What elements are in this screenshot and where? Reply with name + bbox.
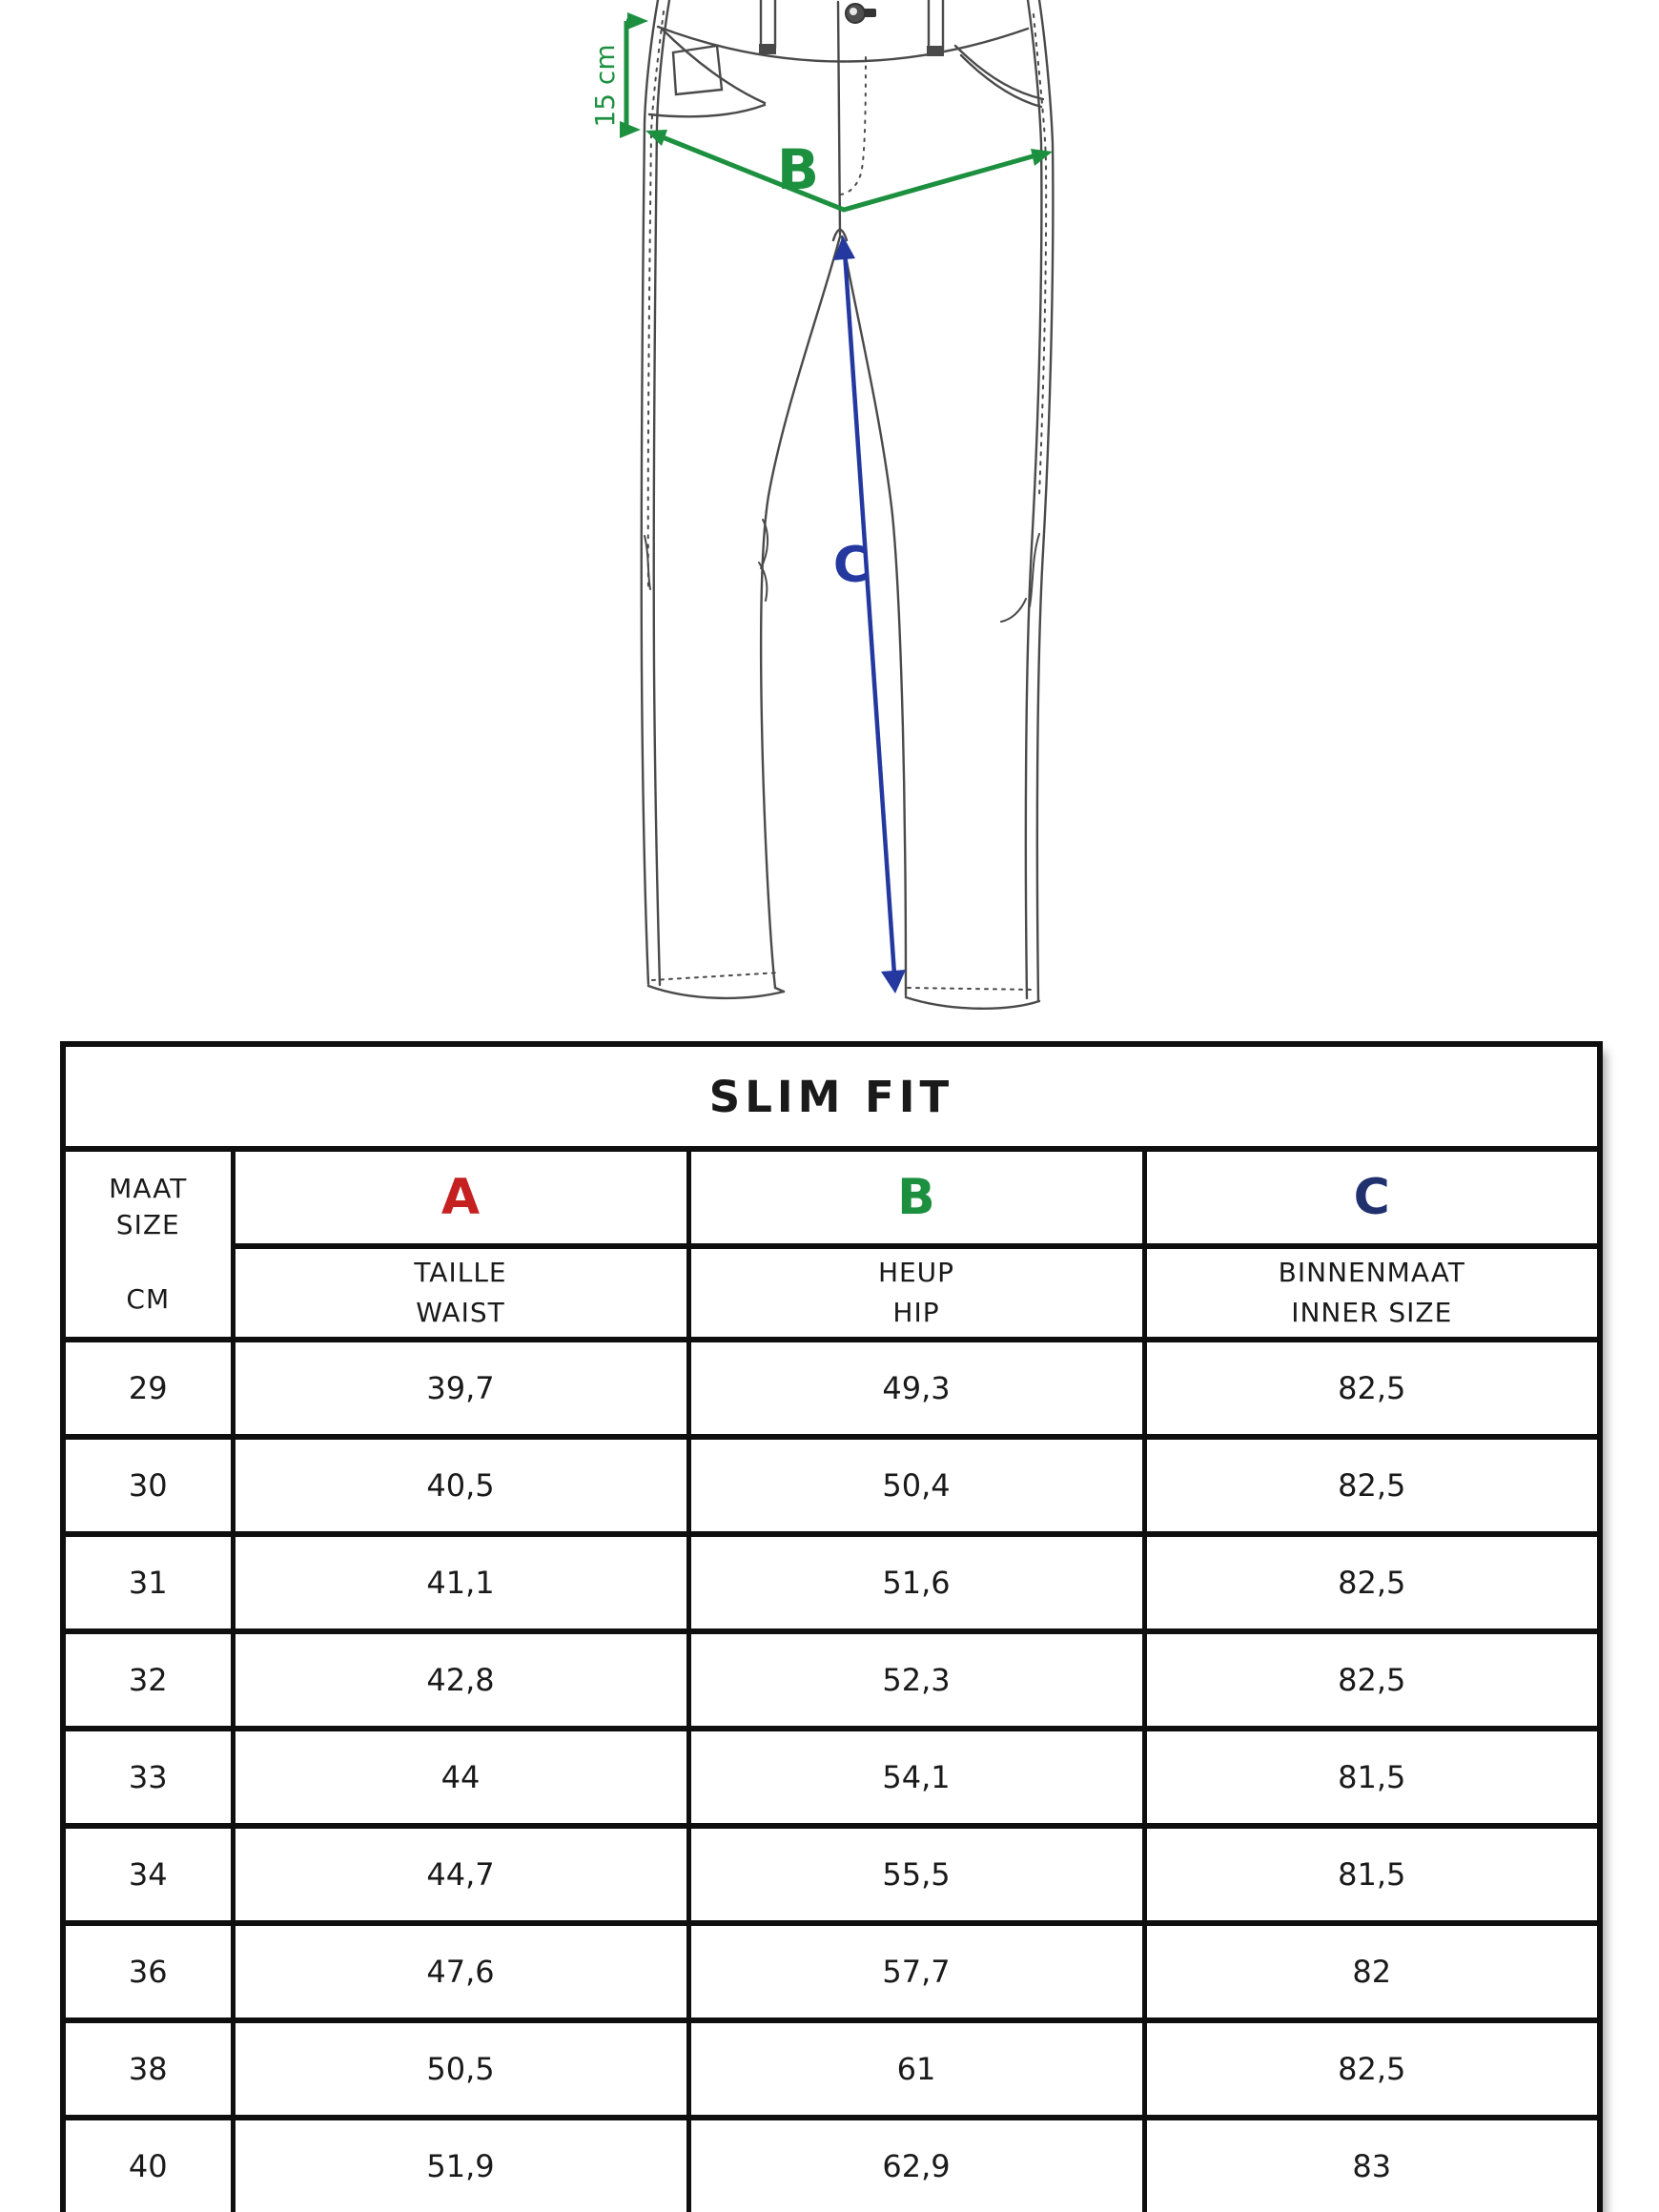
size-cell: 29 bbox=[63, 1340, 233, 1437]
size-table bbox=[60, 1041, 1603, 2212]
inner-size-cell: 82 bbox=[1144, 1923, 1600, 2020]
size-header-line2: SIZE bbox=[115, 1208, 180, 1240]
size-header-cell bbox=[63, 1149, 233, 1340]
inner-size-cell: 82,5 bbox=[1144, 1534, 1600, 1631]
size-cell: 34 bbox=[63, 1826, 233, 1923]
label-nl: HEUP bbox=[877, 1257, 955, 1288]
col-letter-a: A bbox=[233, 1149, 688, 1246]
label-en: INNER SIZE bbox=[1291, 1297, 1453, 1328]
label-en: HIP bbox=[892, 1297, 940, 1328]
hip-cell: 51,6 bbox=[688, 1534, 1144, 1631]
table-row bbox=[63, 2020, 1600, 2118]
waist-cell: 42,8 bbox=[233, 1631, 688, 1729]
waist-cell: 47,6 bbox=[233, 1923, 688, 2020]
waist-cell: 51,9 bbox=[233, 2118, 688, 2212]
measure-c-label: C bbox=[832, 537, 870, 594]
size-cell: 36 bbox=[63, 1923, 233, 2020]
col-label-inner-size bbox=[1144, 1246, 1600, 1340]
inner-size-cell: 83 bbox=[1144, 2118, 1600, 2212]
table-row bbox=[63, 1826, 1600, 1923]
table-row bbox=[63, 1923, 1600, 2020]
table-row bbox=[63, 1534, 1600, 1631]
size-header-line1: MAAT bbox=[109, 1173, 188, 1205]
table-letter-row bbox=[63, 1149, 1600, 1246]
table-row bbox=[63, 2118, 1600, 2212]
size-cell: 40 bbox=[63, 2118, 233, 2212]
waist-cell: 44 bbox=[233, 1729, 688, 1826]
hip-cell: 55,5 bbox=[688, 1826, 1144, 1923]
table-title-row bbox=[63, 1044, 1600, 1149]
col-letter-b: B bbox=[688, 1149, 1144, 1246]
waist-cell: 44,7 bbox=[233, 1826, 688, 1923]
label-nl: TAILLE bbox=[414, 1257, 507, 1288]
size-cell: 30 bbox=[63, 1437, 233, 1534]
col-letter-c: C bbox=[1144, 1149, 1600, 1246]
label-en: WAIST bbox=[416, 1297, 505, 1328]
size-cell: 33 bbox=[63, 1729, 233, 1826]
hip-cell: 57,7 bbox=[688, 1923, 1144, 2020]
table-row bbox=[63, 1340, 1600, 1437]
hip-cell: 50,4 bbox=[688, 1437, 1144, 1534]
size-cell: 31 bbox=[63, 1534, 233, 1631]
hip-cell: 54,1 bbox=[688, 1729, 1144, 1826]
waist-cell: 41,1 bbox=[233, 1534, 688, 1631]
size-header-unit: CM bbox=[126, 1283, 171, 1316]
hip-cell: 62,9 bbox=[688, 2118, 1144, 2212]
table-label-row bbox=[63, 1246, 1600, 1340]
inner-size-cell: 82,5 bbox=[1144, 1631, 1600, 1729]
measure-b-label: B bbox=[776, 137, 820, 202]
waist-cell: 40,5 bbox=[233, 1437, 688, 1534]
size-cell: 38 bbox=[63, 2020, 233, 2118]
hip-cell: 52,3 bbox=[688, 1631, 1144, 1729]
measure-b bbox=[645, 130, 1053, 210]
inner-size-cell: 82,5 bbox=[1144, 1340, 1600, 1437]
inner-size-cell: 82,5 bbox=[1144, 1437, 1600, 1534]
waist-cell: 50,5 bbox=[233, 2020, 688, 2118]
table-title: SLIM FIT bbox=[63, 1044, 1600, 1149]
inner-size-cell: 81,5 bbox=[1144, 1826, 1600, 1923]
size-header-label bbox=[66, 1152, 231, 1262]
col-label-waist bbox=[233, 1246, 688, 1340]
hip-cell: 49,3 bbox=[688, 1340, 1144, 1437]
measure-15cm-label: 15 cm bbox=[589, 44, 621, 128]
table-row bbox=[63, 1729, 1600, 1826]
waist-cell: 39,7 bbox=[233, 1340, 688, 1437]
size-cell: 32 bbox=[63, 1631, 233, 1729]
label-nl: BINNENMAAT bbox=[1278, 1257, 1465, 1288]
inner-size-cell: 82,5 bbox=[1144, 2020, 1600, 2118]
measure-c bbox=[833, 236, 906, 993]
waist-button bbox=[846, 4, 876, 23]
hip-cell: 61 bbox=[688, 2020, 1144, 2118]
table-row bbox=[63, 1631, 1600, 1729]
pants-measurement-diagram bbox=[0, 0, 1659, 1041]
table-row bbox=[63, 1437, 1600, 1534]
inner-size-cell: 81,5 bbox=[1144, 1729, 1600, 1826]
col-label-hip bbox=[688, 1246, 1144, 1340]
